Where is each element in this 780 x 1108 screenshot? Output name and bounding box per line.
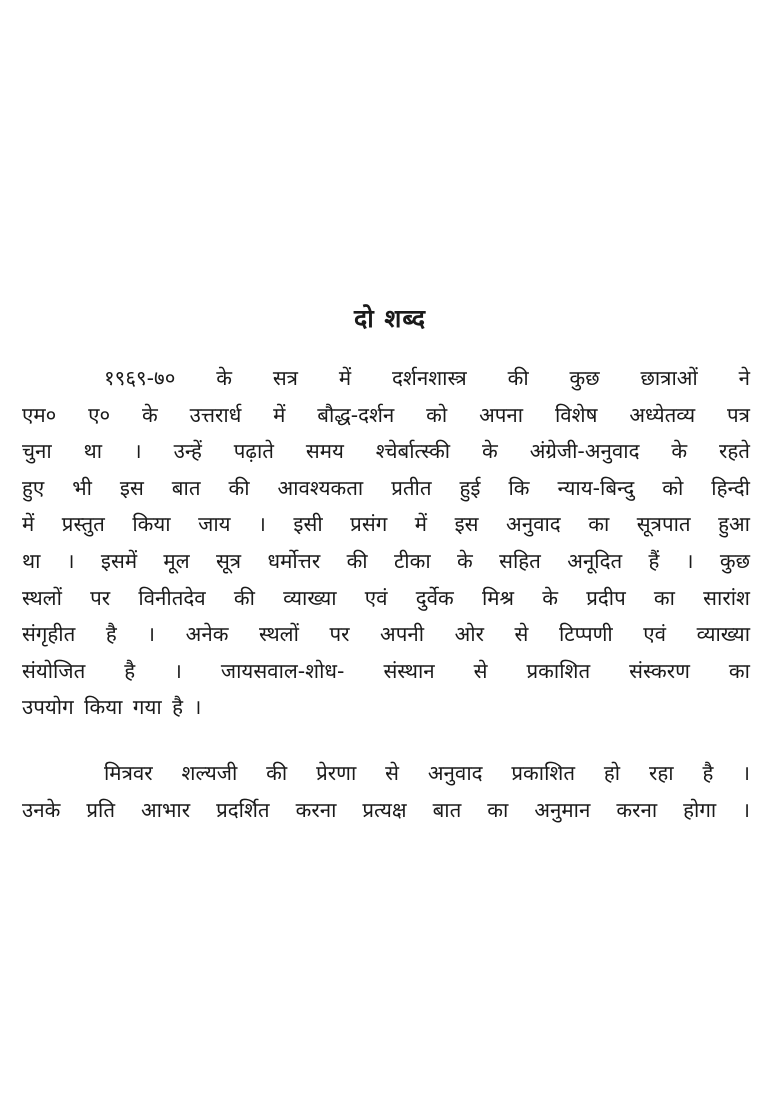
text-line: मित्रवर शल्यजी की प्रेरणा से अनुवाद प्रकाशित हो रहा है । [104,761,750,785]
text-line: एम० ए० के उत्तरार्ध में बौद्ध-दर्शन को अपना विशेष अध्येतव्य पत्र [22,402,750,427]
text-line: हुए भी इस बात की आवश्यकता प्रतीत हुई कि न्याय-बिन्दु को हिन्दी [22,475,750,500]
paragraph-2 [22,755,750,828]
text-line: चुना था । उन्हें पढ़ाते समय श्चेर्बात्स्की के अंग्रेजी-अनुवाद के रहते [22,439,750,464]
text-line: स्थलों पर विनीतदेव की व्याख्या एवं दुर्वेक मिश्र के प्रदीप का सारांश [22,585,750,610]
text-line: १९६९-७० के सत्र में दर्शनशास्त्र की कुछ छात्राओं ने [104,366,750,390]
page-title: दो शब्द [353,303,427,333]
text-line: उपयोग किया गया है । [22,695,202,720]
text-line: में प्रस्तुत किया जाय । इसी प्रसंग में इस अनुवाद का सूत्रपात हुआ [22,512,750,537]
text-line: था । इसमें मूल सूत्र धर्मोत्तर की टीका के सहित अनूदित हैं । कुछ [22,548,750,573]
text-line: संयोजित है । जायसवाल-शोध- संस्थान से प्रकाशित संस्करण का [22,658,750,683]
text-line: संगृहीत है । अनेक स्थलों पर अपनी ओर से टिप्पणी एवं व्याख्या [22,622,750,647]
text-line: उनके प्रति आभार प्रदर्शित करना प्रत्यक्ष बात का अनुमान करना होगा । [22,797,750,822]
paragraph-1 [22,360,750,726]
